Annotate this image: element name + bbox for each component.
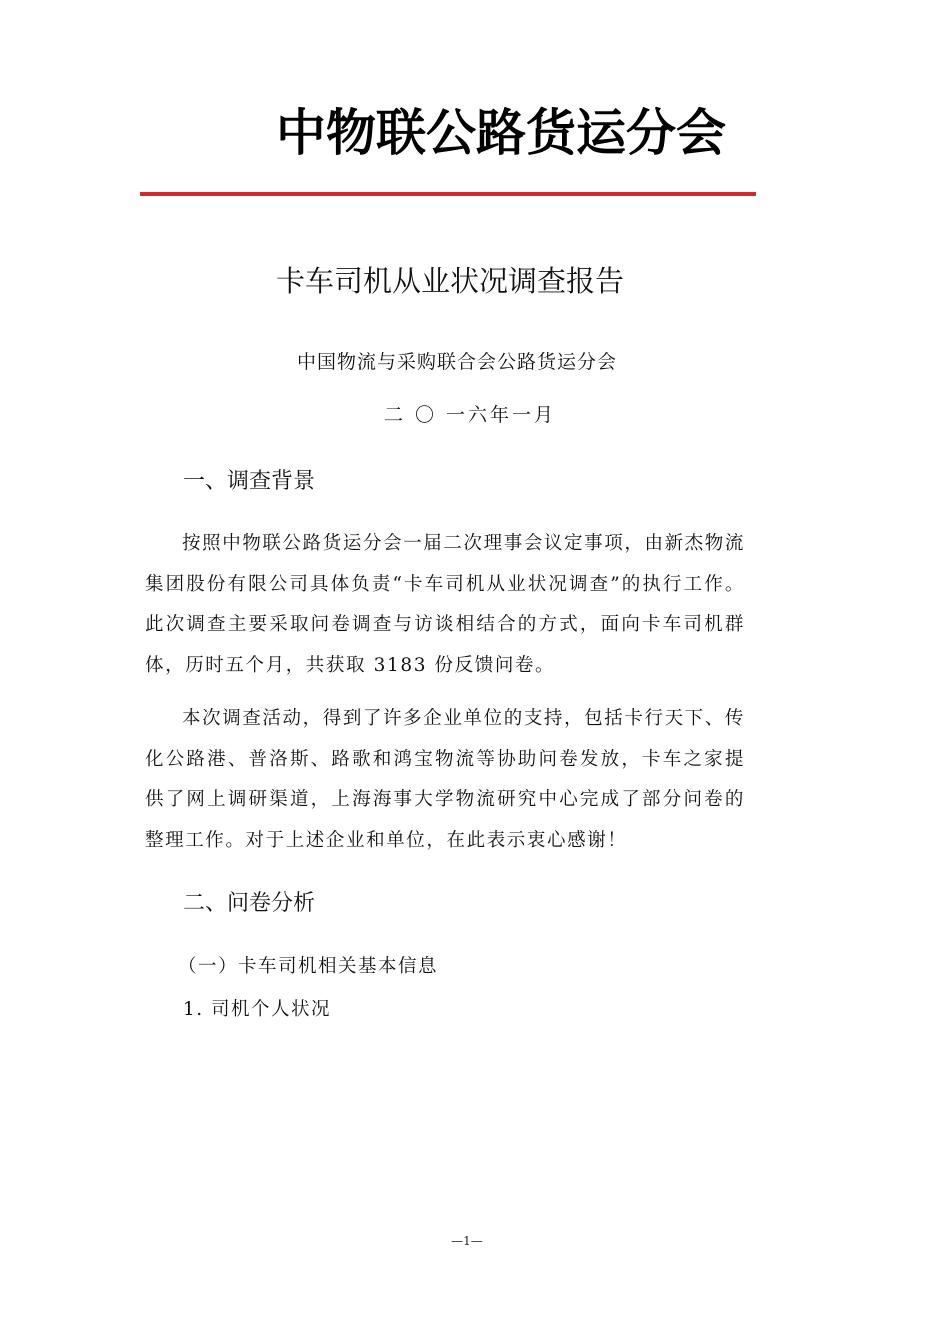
header-red-rule [140, 192, 756, 196]
section-heading-background: 一、调查背景 [183, 469, 316, 494]
report-date: 二 〇 一六年一月 [383, 404, 557, 426]
body-paragraph: 本次调查活动，得到了许多企业单位的支持，包括卡行天下、传化公路港、普洛斯、路歌和鸿宝物流等协助问卷发放，卡车之家提供了网上调研渠道，上海海事大学物流研究中心完成了部分问卷的整理工作。对于上述企业和单位，在此表示衷心感谢！ [145, 708, 745, 851]
body-paragraph: 按照中物联公路货运分会一届二次理事会议定事项，由新杰物流集团股份有限公司具体负责“卡车司机从业状况调查”的执行工作。此次调查主要采取问卷调查与访谈相结合的方式，面向卡车司机群体，历时五个月，共获取 3183 份反馈问卷。 [145, 533, 745, 676]
list-item: 1. 司机个人状况 [183, 999, 332, 1020]
section-heading-analysis: 二、问卷分析 [183, 891, 316, 916]
organization-header: 中物联公路货运分会 [276, 103, 726, 162]
report-title: 卡车司机从业状况调查报告 [275, 264, 624, 298]
page-number: —1— [451, 1234, 483, 1248]
subsection-heading: （一）卡车司机相关基本信息 [178, 956, 439, 977]
report-author: 中国物流与采购联合会公路货运分会 [296, 351, 617, 373]
